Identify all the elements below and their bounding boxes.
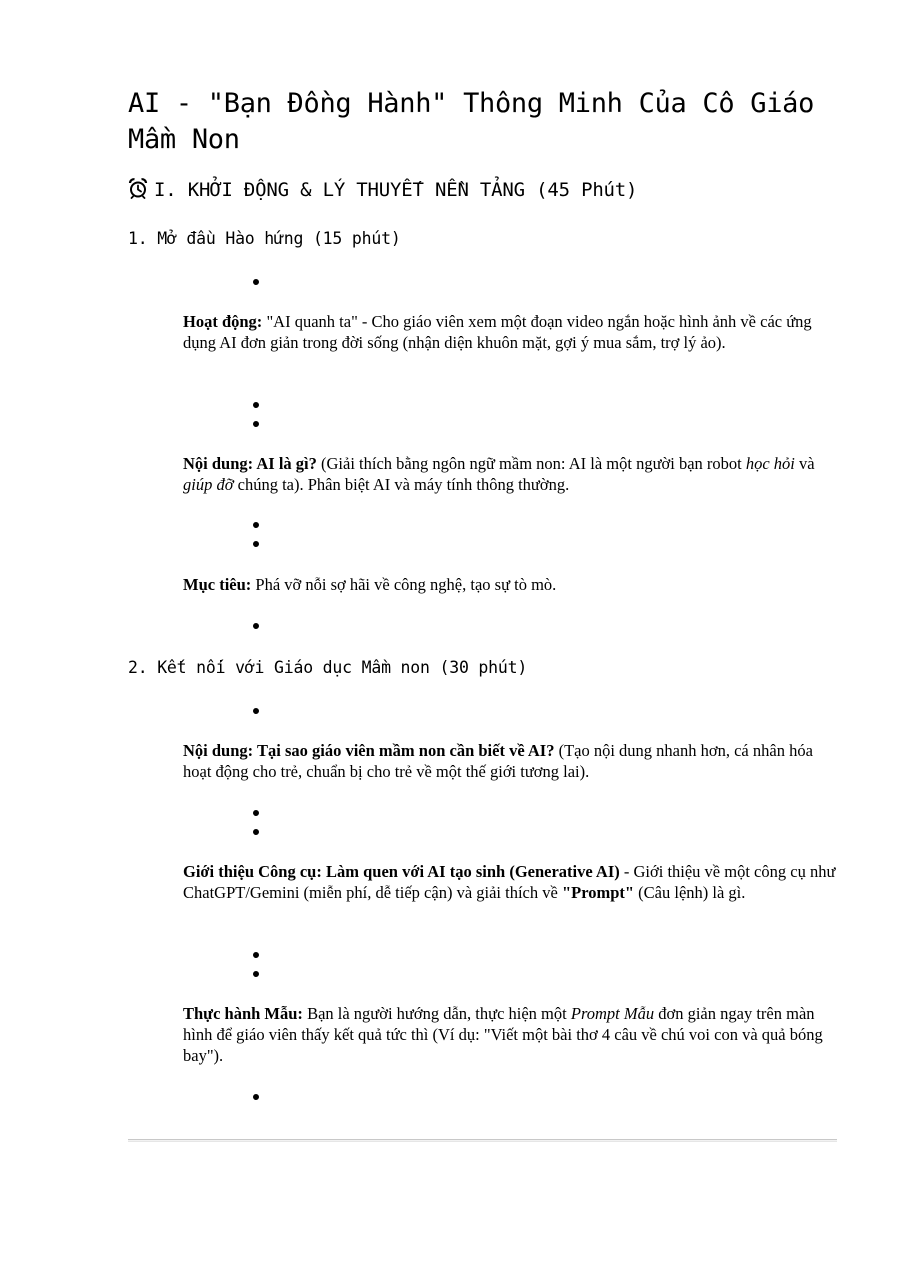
- bullet: [253, 1094, 259, 1100]
- bullet: [253, 279, 259, 285]
- content-text-2: (Tạo nội dung nhanh hơn, cá nhân hóa hoạt động cho trẻ, chuẩn bị cho trẻ về một thế giới tương lai).: [183, 741, 813, 781]
- practice-label: Thực hành Mẫu:: [183, 1004, 303, 1023]
- practice-em: Prompt Mẫu: [570, 1004, 655, 1023]
- goal-label: Mục tiêu:: [183, 575, 252, 594]
- tool-text-1: - Giới thiệu về một công cụ như ChatGPT/Gemini (miễn phí, dễ tiếp cận) và giải thích về: [183, 862, 836, 902]
- bullet: [253, 708, 259, 714]
- tool-paragraph: [183, 861, 838, 903]
- bullet: [253, 522, 259, 528]
- alarm-clock-icon: [128, 177, 148, 199]
- practice-paragraph: [183, 1003, 838, 1066]
- content-em-2: giúp đỡ: [183, 475, 234, 494]
- goal-paragraph: [183, 574, 838, 595]
- subsection-heading-2: 2. Kết nối với Giáo dục Mầm non (30 phút): [128, 658, 528, 677]
- tool-text-2: (Câu lệnh) là gì.: [634, 883, 746, 902]
- content-paragraph-1: [183, 453, 838, 495]
- tool-strong: "Prompt": [561, 883, 635, 902]
- subsection-heading-1: 1. Mở đầu Hào hứng (15 phút): [128, 229, 401, 248]
- section-heading-text: I. KHỞI ĐỘNG & LÝ THUYẾT NỀN TẢNG (45 Phút): [154, 179, 638, 201]
- content-label-1: Nội dung: AI là gì?: [183, 454, 317, 473]
- page-title: AI - "Bạn Đồng Hành" Thông Minh Của Cô Giáo Mầm Non: [128, 88, 815, 155]
- activity-label: Hoạt động:: [183, 312, 263, 331]
- tool-label: Giới thiệu Công cụ: Làm quen với AI tạo sinh (Generative AI): [183, 862, 620, 881]
- practice-text-1: Bạn là người hướng dẫn, thực hiện một: [302, 1004, 571, 1023]
- goal-text: Phá vỡ nỗi sợ hãi về công nghệ, tạo sự tò mò.: [251, 575, 557, 594]
- bullet: [253, 421, 259, 427]
- bullet: [253, 810, 259, 816]
- bullet: [253, 541, 259, 547]
- bullet: [253, 623, 259, 629]
- content-text-1a: (Giải thích bằng ngôn ngữ mầm non: AI là một người bạn robot: [316, 454, 746, 473]
- content-paragraph-2: [183, 740, 838, 782]
- activity-text: "AI quanh ta" - Cho giáo viên xem một đoạn video ngắn hoặc hình ảnh về các ứng dụng AI đơn giản trong đời sống (nhận diện khuôn mặt, gợi ý mua sắm, trợ lý ảo).: [183, 312, 812, 352]
- bullet: [253, 402, 259, 408]
- activity-paragraph: [183, 311, 838, 353]
- section-heading: [128, 176, 637, 204]
- bullet: [253, 971, 259, 977]
- content-text-1c: chúng ta). Phân biệt AI và máy tính thông thường.: [233, 475, 570, 494]
- content-text-1b: và: [794, 454, 815, 473]
- content-em-1: học hỏi: [745, 454, 795, 473]
- practice-text-2: đơn giản ngay trên màn hình để giáo viên thấy kết quả tức thì (Ví dụ: "Viết một bài thơ 4 câu về chú voi con và quả bóng bay").: [183, 1004, 823, 1065]
- content-label-2: Nội dung: Tại sao giáo viên mầm non cần biết về AI?: [183, 741, 555, 760]
- horizontal-rule: [128, 1139, 837, 1142]
- bullet: [253, 829, 259, 835]
- bullet: [253, 952, 259, 958]
